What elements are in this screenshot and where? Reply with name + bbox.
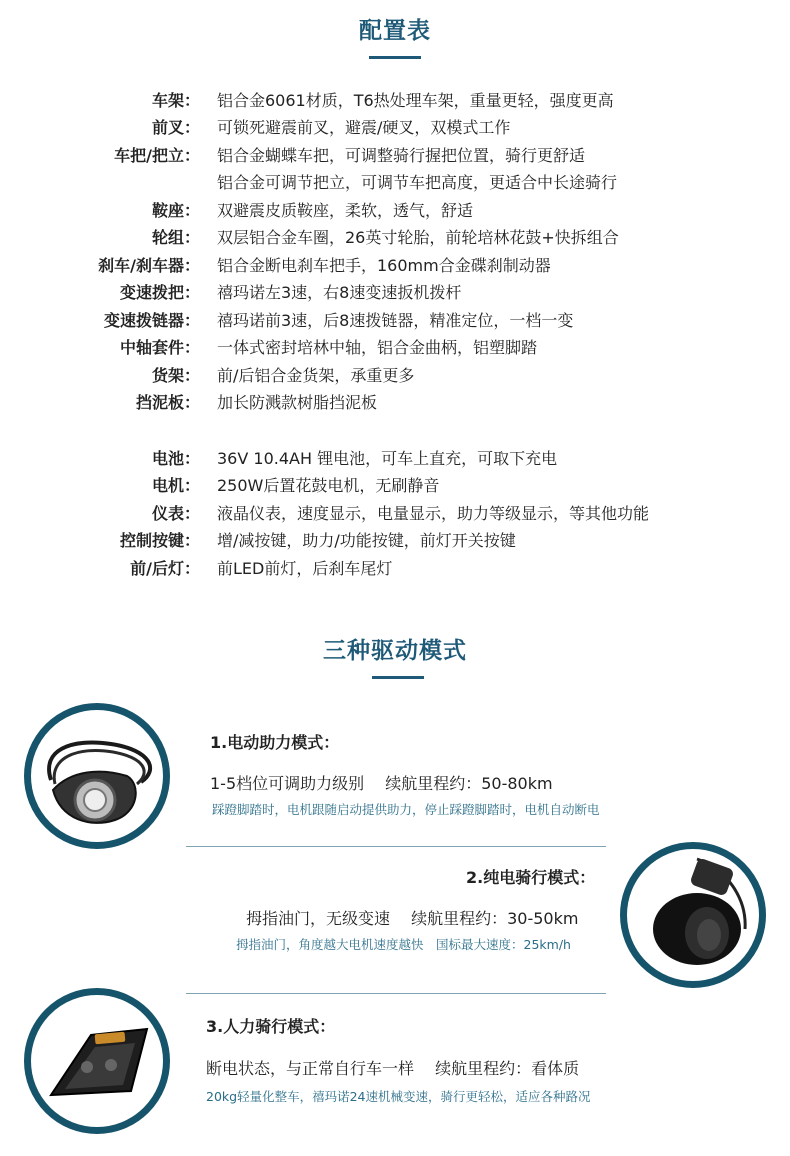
spec-value: 铝合金蝴蝶车把，可调整骑行握把位置，骑行更舒适 (217, 146, 586, 165)
spec-label: 挡泥板： (135, 393, 200, 412)
mode-2-note: 拇指油门，角度越大电机速度越快 国标最大速度：25km/h (236, 937, 571, 952)
bike-pedal-icon (31, 995, 163, 1127)
mode-1-note: 踩蹬脚踏时，电机跟随启动提供助力，停止踩蹬脚踏时，电机自动断电 (212, 802, 600, 817)
spec-value: 液晶仪表，速度显示，电量显示，助力等级显示，等其他功能 (217, 504, 650, 523)
mode-3-range: 断电状态，与正常自行车一样 续航里程约：看体质 (206, 1059, 580, 1078)
spec-row (0, 279, 790, 307)
spec-label: 鞍座： (151, 201, 200, 220)
config-title-rule (369, 56, 421, 59)
spec-value: 增/减按键，助力/功能按键，前灯开关按键 (217, 531, 516, 550)
spec-label: 前/后灯： (130, 559, 200, 578)
spec-row (0, 389, 790, 417)
spec-value: 250W后置花鼓电机，无刷静音 (217, 476, 440, 495)
spec-row (0, 252, 790, 280)
spec-label: 仪表： (151, 504, 200, 523)
spec-row (0, 334, 790, 362)
spec-label: 变速拨链器： (103, 311, 200, 330)
spec-value: 双避震皮质鞍座，柔软，透气，舒适 (217, 201, 474, 220)
divider (186, 846, 606, 847)
spec-row (0, 142, 790, 170)
spec-row (0, 472, 790, 500)
spec-row (0, 114, 790, 142)
spec-label: 电池： (151, 449, 200, 468)
modes-title-rule (372, 676, 424, 679)
spec-label: 中轴套件： (119, 338, 200, 357)
spec-label: 电机： (151, 476, 200, 495)
spec-row (0, 197, 790, 225)
spec-row (0, 224, 790, 252)
spec-value: 前LED前灯，后刹车尾灯 (217, 559, 393, 578)
spec-row (0, 307, 790, 335)
spec-value: 铝合金可调节把立，可调节车把高度，更适合中长途骑行 (217, 173, 618, 192)
spec-label: 车把/把立： (114, 146, 200, 165)
spec-row (0, 500, 790, 528)
spec-label: 刹车/刹车器： (98, 256, 200, 275)
spec-row (0, 445, 790, 473)
spec-row (0, 169, 790, 197)
spec-label: 控制按键： (119, 531, 200, 550)
spec-value: 可锁死避震前叉，避震/硬叉，双模式工作 (217, 118, 511, 137)
mode-2-image (620, 842, 766, 988)
divider (186, 993, 606, 994)
spec-row (0, 87, 790, 115)
spec-value: 一体式密封培林中轴，铝合金曲柄，铝塑脚踏 (217, 338, 538, 357)
spec-row (0, 555, 790, 583)
spec-value: 双层铝合金车圈，26英寸轮胎，前轮培林花鼓+快拆组合 (217, 228, 619, 247)
modes-title: 三种驱动模式 (323, 638, 467, 664)
spec-value: 前/后铝合金货架，承重更多 (217, 366, 415, 385)
spec-row (0, 362, 790, 390)
mode-3-image (24, 988, 170, 1134)
spec-value: 36V 10.4AH 锂电池，可车上直充，可取下充电 (217, 449, 558, 468)
config-title: 配置表 (359, 18, 431, 44)
spec-value: 铝合金断电刹车把手，160mm合金碟刹制动器 (217, 256, 551, 275)
spec-label: 轮组： (151, 228, 200, 247)
spec-label: 变速拨把： (119, 283, 200, 302)
mode-2-range: 拇指油门，无级变速 续航里程约：30-50km (246, 909, 579, 928)
spec-label: 货架： (151, 366, 200, 385)
mode-1-range: 1-5档位可调助力级别 续航里程约：50-80km (210, 774, 553, 793)
spec-value: 加长防溅款树脂挡泥板 (217, 393, 378, 412)
mode-2-title: 2.纯电骑行模式： (466, 868, 596, 887)
mode-3-title: 3.人力骑行模式： (206, 1017, 336, 1036)
mode-3-note: 20kg轻量化整车，禧玛诺24速机械变速，骑行更轻松，适应各种路况 (206, 1089, 591, 1104)
spec-value: 禧玛诺前3速，后8速拨链器，精准定位，一档一变 (217, 311, 574, 330)
mode-1-image (24, 703, 170, 849)
spec-value: 禧玛诺左3速，右8速变速扳机拨杆 (217, 283, 462, 302)
spec-value: 铝合金6061材质，T6热处理车架，重量更轻，强度更高 (217, 91, 614, 110)
thumb-throttle-icon (627, 849, 759, 981)
spec-row (0, 527, 790, 555)
pedal-sensor-icon (31, 710, 163, 842)
spec-label: 车架： (151, 91, 200, 110)
spec-label: 前叉： (151, 118, 200, 137)
mode-1-title: 1.电动助力模式： (210, 733, 340, 752)
